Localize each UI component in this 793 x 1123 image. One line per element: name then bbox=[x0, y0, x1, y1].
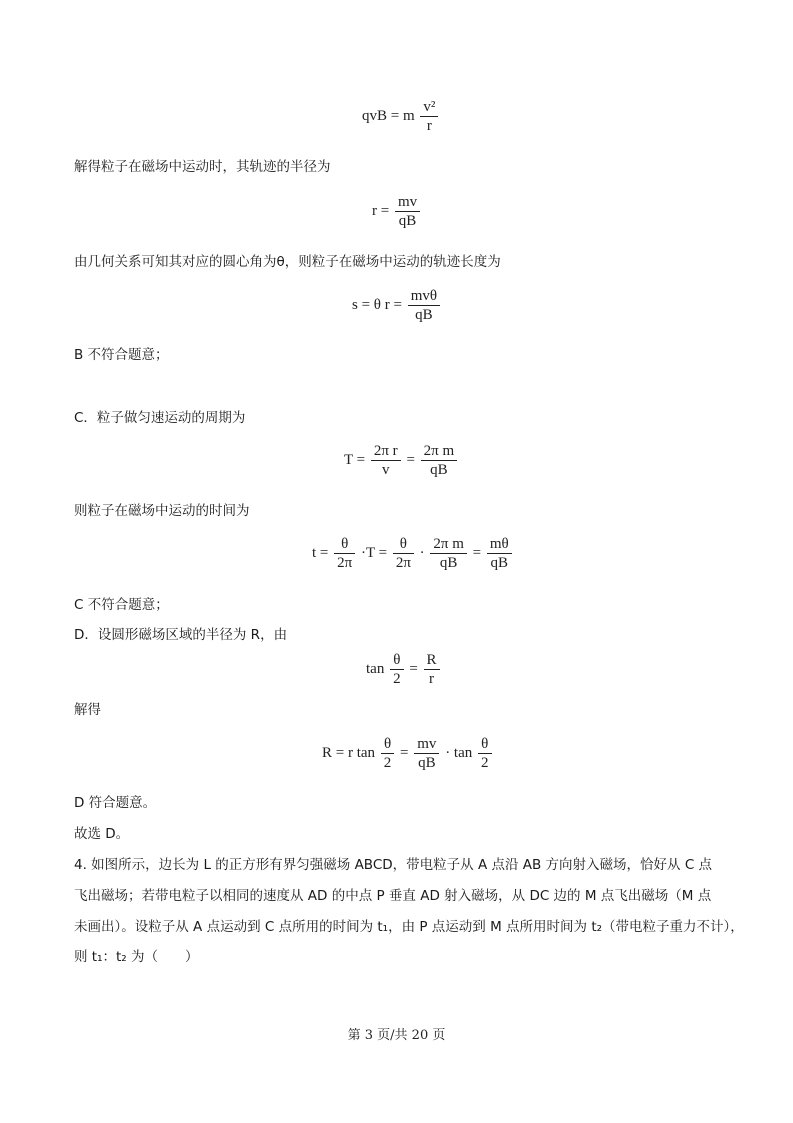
eq7-mid: · tan bbox=[445, 744, 473, 761]
text-line-4: C．粒子做匀速运动的周期为 bbox=[74, 410, 246, 426]
eq4-den2: qB bbox=[430, 462, 448, 478]
eq7-fraction-1 bbox=[381, 735, 395, 772]
question-line-2: 飞出磁场；若带电粒子以相同的速度从 AD 的中点 P 垂直 AD 射入磁场，从 DC 边的 M 点飞出磁场（M 点 bbox=[74, 888, 712, 904]
text-line-2: 由几何关系可知其对应的圆心角为θ，则粒子在磁场中运动的轨迹长度为 bbox=[74, 254, 501, 270]
eq5-d1: 2π bbox=[337, 555, 353, 571]
text-line-8: 解得 bbox=[74, 702, 101, 718]
equation-radius bbox=[372, 193, 422, 230]
eq5-equals: = bbox=[472, 544, 482, 561]
eq5-d2: 2π bbox=[395, 555, 411, 571]
eq5-fraction-1 bbox=[334, 535, 355, 572]
eq7-equals: = bbox=[400, 744, 409, 761]
eq3-num: mvθ bbox=[408, 287, 440, 306]
eq7-lhs: R = r tan bbox=[322, 744, 376, 761]
eq4-equals: = bbox=[406, 451, 415, 468]
equation-tan-half-angle bbox=[366, 651, 442, 688]
text-line-5: 则粒子在磁场中运动的时间为 bbox=[74, 503, 250, 519]
eq7-n2: mv bbox=[414, 735, 439, 754]
eq6-d2: r bbox=[429, 671, 435, 687]
page-number-footer: 第 3 页/共 20 页 bbox=[347, 1028, 446, 1043]
text-line-9: D 符合题意。 bbox=[74, 795, 157, 811]
eq1-lhs: qvB = m bbox=[362, 107, 415, 124]
question-line-1: 4. 如图所示，边长为 L 的正方形有界匀强磁场 ABCD，带电粒子从 A 点沿 AB 方向射入磁场，恰好从 C 点 bbox=[74, 857, 713, 873]
text-line-7: D．设圆形磁场区域的半径为 R，由 bbox=[74, 627, 288, 643]
eq5-n2: θ bbox=[393, 535, 414, 554]
eq7-d1: 2 bbox=[383, 755, 392, 771]
eq7-n3: θ bbox=[478, 735, 492, 754]
eq6-d1: 2 bbox=[393, 671, 401, 687]
eq4-fraction-2 bbox=[421, 442, 458, 479]
equation-lorentz-force bbox=[362, 98, 440, 135]
text-line-1: 解得粒子在磁场中运动时，其轨迹的半径为 bbox=[74, 159, 331, 175]
eq6-fraction-2 bbox=[424, 651, 440, 688]
eq4-num1: 2π r bbox=[371, 442, 401, 461]
eq6-lhs: tan bbox=[366, 660, 385, 677]
eq5-n4: mθ bbox=[487, 535, 512, 554]
eq4-fraction-1 bbox=[371, 442, 401, 479]
eq5-mid1: ·T = bbox=[360, 544, 388, 561]
eq2-num: mv bbox=[395, 193, 420, 212]
eq5-d4: qB bbox=[490, 555, 509, 571]
eq5-dot: · bbox=[419, 544, 425, 561]
eq6-fraction-1 bbox=[390, 651, 404, 688]
eq2-fraction bbox=[395, 193, 420, 230]
eq1-fraction bbox=[420, 98, 438, 135]
equation-period bbox=[344, 442, 459, 479]
eq2-den: qB bbox=[398, 213, 417, 229]
eq7-d3: 2 bbox=[481, 755, 489, 771]
eq5-n1: θ bbox=[334, 535, 355, 554]
equation-arc-length bbox=[352, 287, 442, 324]
question-line-3: 未画出）。设粒子从 A 点运动到 C 点所用的时间为 t₁，由 P 点运动到 M 点所用时间为 t₂（带电粒子重力不计）， bbox=[74, 919, 744, 935]
eq2-lhs: r = bbox=[372, 202, 390, 219]
eq7-fraction-3 bbox=[478, 735, 492, 772]
eq5-n3: 2π m bbox=[430, 535, 467, 554]
equation-field-radius bbox=[322, 735, 494, 772]
eq5-fraction-4 bbox=[487, 535, 512, 572]
eq5-fraction-2 bbox=[393, 535, 414, 572]
question-line-4: 则 t₁：t₂ 为（ ） bbox=[74, 949, 199, 965]
eq5-d3: qB bbox=[439, 555, 458, 571]
eq3-den: qB bbox=[415, 307, 433, 323]
text-line-3: B 不符合题意； bbox=[74, 347, 169, 363]
eq7-d2: qB bbox=[418, 755, 436, 771]
eq6-equals: = bbox=[409, 660, 418, 677]
eq6-n1: θ bbox=[390, 651, 404, 670]
eq3-lhs: s = θ r = bbox=[352, 296, 402, 313]
eq4-den1: v bbox=[382, 462, 390, 478]
eq3-fraction bbox=[408, 287, 440, 324]
text-line-10: 故选 D。 bbox=[74, 826, 130, 842]
text-line-6: C 不符合题意； bbox=[74, 597, 169, 613]
eq4-num2: 2π m bbox=[421, 442, 458, 461]
eq7-n1: θ bbox=[381, 735, 395, 754]
equation-time bbox=[312, 535, 514, 572]
eq7-fraction-2 bbox=[414, 735, 439, 772]
eq1-num: v² bbox=[420, 98, 438, 117]
eq1-den: r bbox=[426, 118, 432, 134]
eq5-fraction-3 bbox=[430, 535, 467, 572]
eq4-lhs: T = bbox=[344, 451, 366, 468]
eq6-n2: R bbox=[424, 651, 440, 670]
eq5-lhs: t = bbox=[312, 544, 329, 561]
